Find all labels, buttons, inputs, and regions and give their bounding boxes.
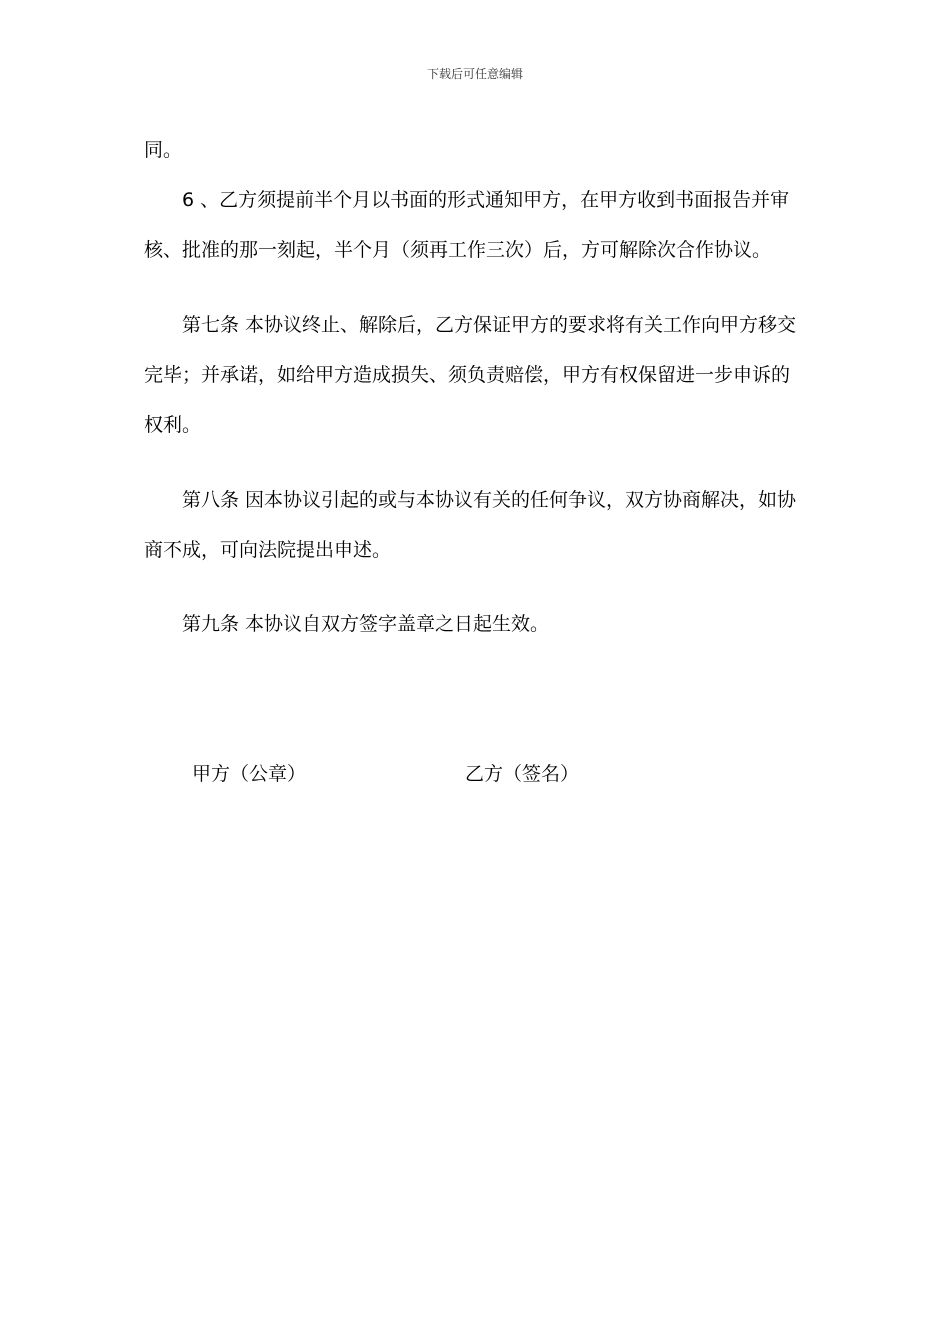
article-7-line-1: 第七条 本协议终止、解除后，乙方保证甲方的要求将有关工作向甲方移交 — [182, 314, 797, 336]
party-b-signature-label: 乙方（签名） — [465, 763, 580, 785]
clause-6-line-2: 核、批准的那一刻起，半个月（须再工作三次）后，方可解除次合作协议。 — [144, 239, 772, 261]
article-8-line-1: 第八条 因本协议引起的或与本协议有关的任何争议，双方协商解决，如协 — [182, 489, 797, 511]
article-9-line-1: 第九条 本协议自双方签字盖章之日起生效。 — [182, 613, 550, 635]
clause-6-line-1: 6 、乙方须提前半个月以书面的形式通知甲方，在甲方收到书面报告并审 — [182, 189, 790, 211]
paragraph-5-tail: 同。 — [144, 139, 183, 161]
article-7-line-2: 完毕；并承诺，如给甲方造成损失、须负责赔偿，甲方有权保留进一步申诉的 — [144, 364, 791, 386]
party-a-signature-label: 甲方（公章） — [192, 763, 307, 785]
article-8-line-2: 商不成，可向法院提出申述。 — [144, 539, 392, 561]
article-7-line-3: 权利。 — [144, 414, 202, 436]
page-header-note: 下载后可任意编辑 — [426, 67, 523, 81]
